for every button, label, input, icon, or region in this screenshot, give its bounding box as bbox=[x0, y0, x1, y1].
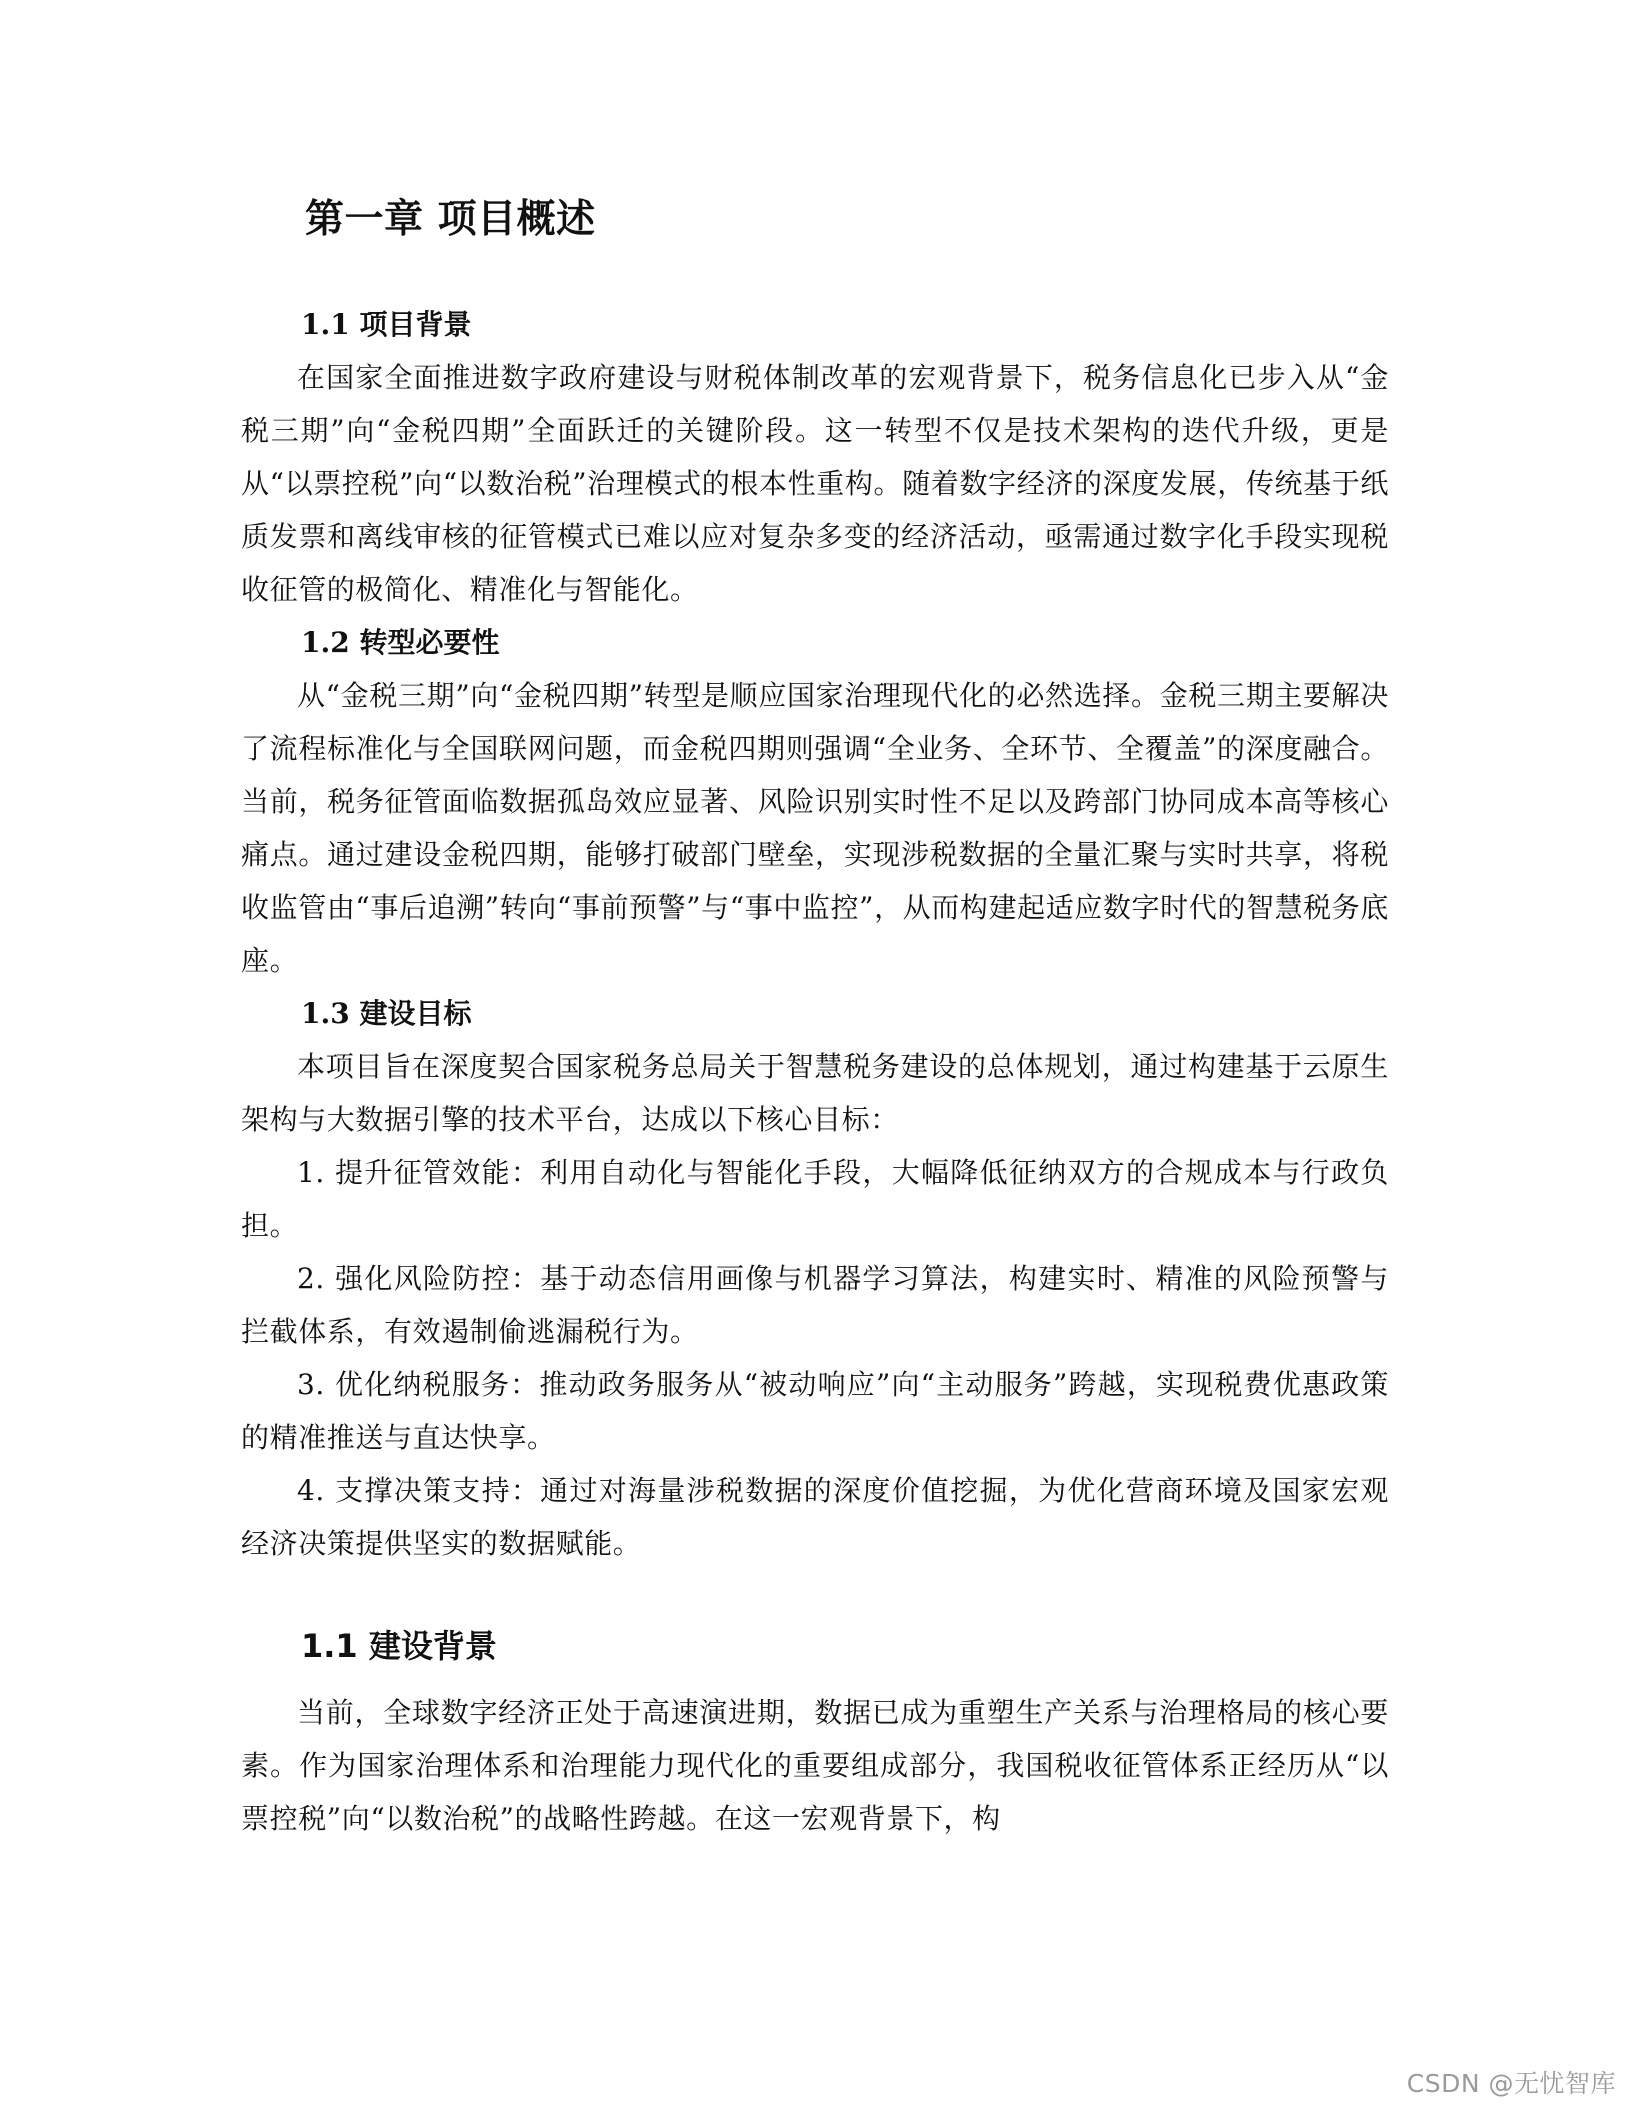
document-content bbox=[241, 186, 1389, 1845]
goal-list-item: 3. 优化纳税服务：推动政务服务从“被动响应”向“主动服务”跨越，实现税费优惠政策的精准推送与直达快享。 bbox=[241, 1368, 1389, 1454]
section-title-construction-goals: 1.3 建设目标 bbox=[301, 997, 472, 1030]
paragraph: 在国家全面推进数字政府建设与财税体制改革的宏观背景下，税务信息化已步入从“金税三期”向“金税四期”全面跃迁的关键阶段。这一转型不仅是技术架构的迭代升级，更是从“以票控税”向“以数治税”治理模式的根本性重构。随着数字经济的深度发展，传统基于纸质发票和离线审核的征管模式已难以应对复杂多变的经济活动，亟需通过数字化手段实现税收征管的极简化、精准化与智能化。 bbox=[241, 361, 1389, 606]
goal-list-item: 2. 强化风险防控：基于动态信用画像与机器学习算法，构建实时、精准的风险预警与拦截体系，有效遏制偷逃漏税行为。 bbox=[241, 1262, 1389, 1348]
section-title-construction-background: 1.1 建设背景 bbox=[301, 1627, 497, 1665]
paragraph: 本项目旨在深度契合国家税务总局关于智慧税务建设的总体规划，通过构建基于云原生架构与大数据引擎的技术平台，达成以下核心目标： bbox=[241, 1050, 1389, 1136]
watermark: CSDN @无忧智库 bbox=[1406, 2069, 1616, 2098]
paragraph: 从“金税三期”向“金税四期”转型是顺应国家治理现代化的必然选择。金税三期主要解决了流程标准化与全国联网问题，而金税四期则强调“全业务、全环节、全覆盖”的深度融合。当前，税务征管面临数据孤岛效应显著、风险识别实时性不足以及跨部门协同成本高等核心痛点。通过建设金税四期，能够打破部门壁垒，实现涉税数据的全量汇聚与实时共享，将税收监管由“事后追溯”转向“事前预警”与“事中监控”，从而构建起适应数字时代的智慧税务底座。 bbox=[241, 679, 1389, 977]
goal-list-item: 1. 提升征管效能：利用自动化与智能化手段，大幅降低征纳双方的合规成本与行政负担。 bbox=[241, 1156, 1389, 1242]
paragraph: 当前，全球数字经济正处于高速演进期，数据已成为重塑生产关系与治理格局的核心要素。作为国家治理体系和治理能力现代化的重要组成部分，我国税收征管体系正经历从“以票控税”向“以数治税”的战略性跨越。在这一宏观背景下，构 bbox=[241, 1696, 1389, 1835]
chapter-title: 第一章 项目概述 bbox=[305, 197, 596, 242]
goal-list-item: 4. 支撑决策支持：通过对海量涉税数据的深度价值挖掘，为优化营商环境及国家宏观经济决策提供坚实的数据赋能。 bbox=[241, 1474, 1389, 1560]
section-title-project-background: 1.1 项目背景 bbox=[301, 308, 472, 341]
section-title-transformation-necessity: 1.2 转型必要性 bbox=[301, 626, 500, 659]
